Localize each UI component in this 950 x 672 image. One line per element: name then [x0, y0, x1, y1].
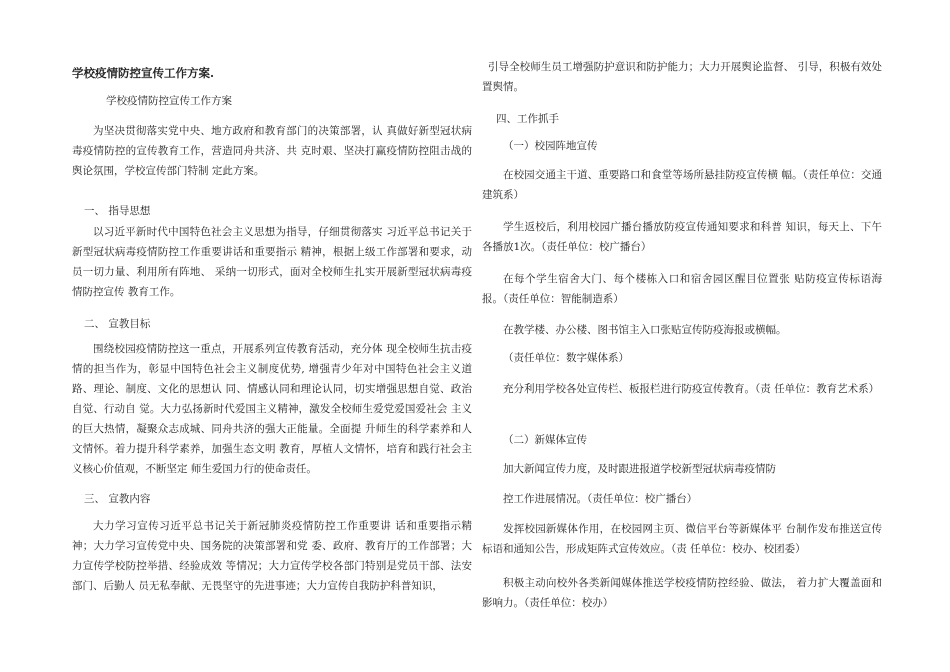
new-media-item-platforms: 发挥校园新媒体作用，在校园网主页、微信平台等新媒体平 台制作发布推送宣传标语和通知公告，形成矩阵式宣传效应。（责 任单位：校办、校团委）: [482, 523, 882, 555]
campus-item-buildings: 在教学楼、办公楼、图书馆主入口张贴宣传防疫海报或横幅。: [503, 324, 787, 336]
campus-item-buildings-unit: （责任单位：数字媒体系）: [503, 352, 629, 364]
campus-item-banners: 在校园交通主干道、重要路口和食堂等场所悬挂防疫宣传横 幅。（责任单位：交通建筑系）: [482, 169, 882, 201]
new-media-item-news: 加大新闻宣传力度，及时跟进报道学校新型冠状病毒疫情防: [503, 463, 776, 475]
goals-paragraph: 围绕校园疫情防控这一重点，开展系列宣传教育活动，充分体 现全校师生抗击疫情的担当作为，彰显中国特色社会主义制度优势, 增强青少年对中国特色社会主义道路、理论、制度、文化的思想认 同、情感认同和理论认同，切实增强思想自觉、政治自觉、行动自 觉。大力弘扬新时代爱国主义精神，激发全校师生爱党爱国爱社会 主义的巨大热情，凝聚众志成城、同舟共济的强大正能量。全面提 升师生的科学素养和人文情怀。着力提升科学素养，加强生态文明 教育，厚植人文情怀，培育和践行社会主义核心价值观，不断坚定 师生爱国力行的使命责任。: [72, 343, 472, 475]
campus-item-broadcast: 学生返校后，利用校园广播台播放防疫宣传通知要求和科普 知识，每天上、下午各播放1次。（责任单位：校广播台）: [482, 221, 882, 253]
new-media-item-outside-media: 积极主动向校外各类新闻媒体推送学校疫情防控经验、做法， 着力扩大覆盖面和影响力。（责任单位：校办）: [482, 577, 882, 609]
content-paragraph-continued: 引导全校师生员工增强防护意识和防护能力；大力开展舆论监督、 引导，积极有效处置舆情。: [482, 61, 882, 93]
content-paragraph: 大力学习宣传习近平总书记关于新冠肺炎疫情防控工作重要讲 话和重要指示精神；大力学习宣传党中央、国务院的决策部署和党 委、政府、教育厅的工作部署；大力宣传学校防控举措、经验成效 等情况；大力宣传学校各部门特别是党员干部、法安部门、后勤人 员无私奉献、无畏坚守的先进事迹；大力宣传自我防护科普知识，: [72, 520, 472, 592]
document-title: 学校疫情防控宣传工作方案.: [72, 66, 215, 80]
campus-item-boards: 充分利用学校各处宣传栏、板报栏进行防疫宣传教育。（责 任单位：教育艺术系）: [503, 383, 880, 395]
section-heading-guiding-ideology: 一、 指导思想: [84, 205, 151, 217]
guiding-ideology-paragraph: 以习近平新时代中国特色社会主义思想为指导，仔细贯彻落实 习近平总书记关于新型冠状病毒疫情防控工作重要讲话和重要指示 精神，根据上级工作部署和要求，动员一切力量、利用所有阵地、 采纳一切形式，面对全校师生扎实开展新型冠状病毒疫情防控宣传 教育工作。: [72, 226, 472, 298]
campus-item-dormitory: 在每个学生宿舍大门、每个楼栋入口和宿舍园区醒目位置张 贴防疫宣传标语海报。（责任单位：智能制造系）: [482, 273, 882, 305]
subsection-heading-campus: （一）校园阵地宣传: [503, 140, 598, 152]
subsection-heading-new-media: （二）新媒体宣传: [503, 434, 587, 446]
section-heading-goals: 二、 宣教目标: [84, 318, 151, 330]
section-heading-work-focus: 四、工作抓手: [496, 113, 559, 125]
new-media-item-news-progress: 控工作进展情况。（责任单位：校广播台）: [503, 493, 698, 505]
section-heading-content: 三、 宣教内容: [84, 493, 151, 505]
document-subtitle: 学校疫情防控宣传工作方案: [106, 95, 232, 107]
intro-paragraph: 为坚决贯彻落实党中央、地方政府和教育部门的决策部署，认 真做好新型冠状病毒疫情防控的宣传教育工作，营造同舟共济、共 克时艰、坚决打赢疫情防控阻击战的舆论氛围，学校宣传部门特制 定此方案。: [72, 125, 472, 177]
